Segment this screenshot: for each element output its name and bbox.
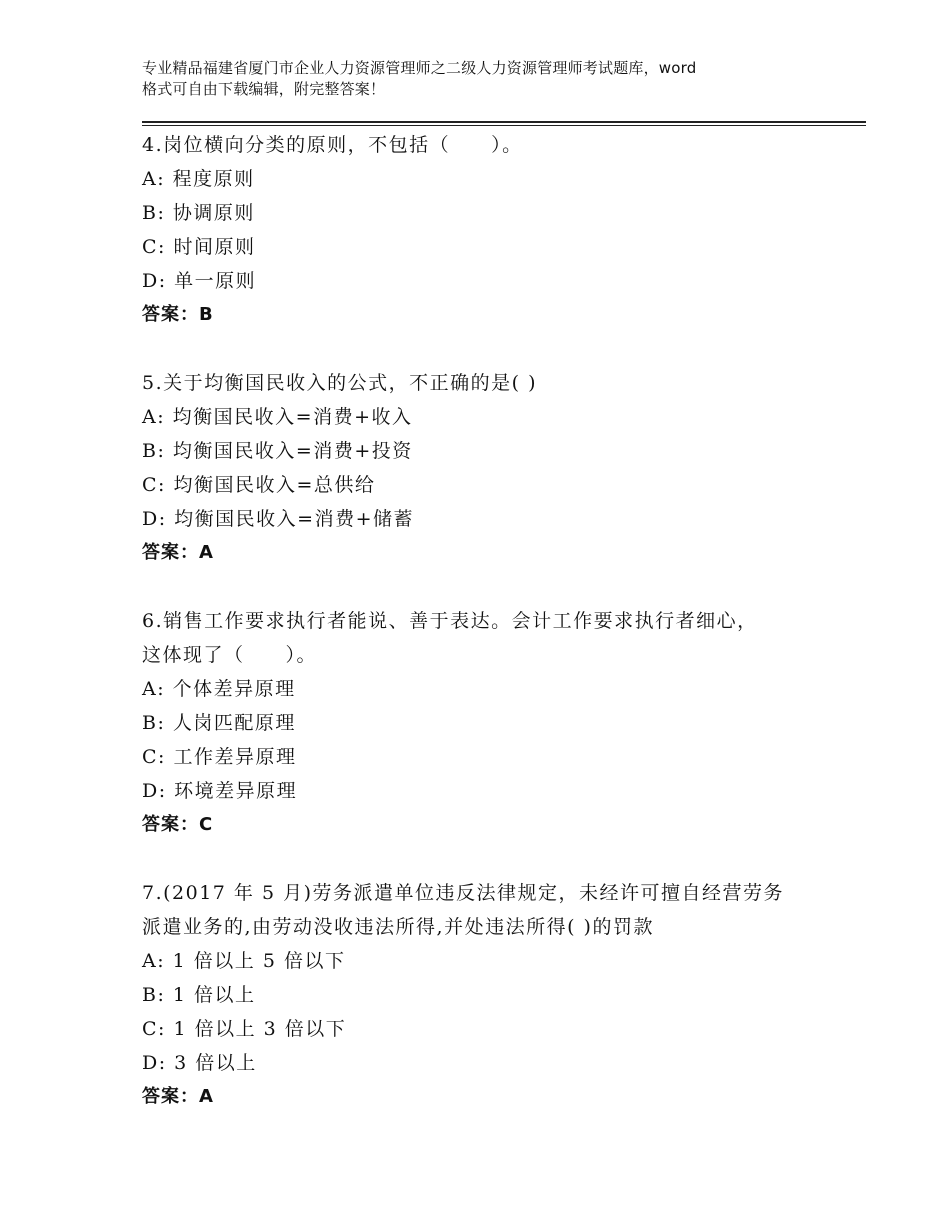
question-list [142,128,862,1148]
question-stem-line-1: 7.(2017 年 5 月)劳务派遣单位违反法律规定，未经许可擅自经营劳务 [142,882,785,904]
option-a: A: 个体差异原理 [142,678,296,700]
option-d: D: 环境差异原理 [142,780,298,802]
option-d: D: 单一原则 [142,270,257,292]
header-divider-top [142,121,866,123]
question-7 [142,876,862,1114]
option-b: B: 人岗匹配原理 [142,712,296,734]
question-6 [142,604,862,842]
answer: 答案：A [142,1086,214,1107]
option-a: A: 程度原则 [142,168,255,190]
question-stem: 4.岗位横向分类的原则，不包括（ ）。 [142,134,523,156]
answer: 答案：C [142,814,214,835]
option-a: A: 1 倍以上 5 倍以下 [142,950,346,972]
option-b: B: 协调原则 [142,202,255,224]
question-4 [142,128,862,332]
header-line-1: 专业精品福建省厦门市企业人力资源管理师之二级人力资源管理师考试题库，word [142,59,697,77]
option-a: A: 均衡国民收入=消费+收入 [142,406,413,428]
answer: 答案：A [142,542,214,563]
option-c: C: 1 倍以上 3 倍以下 [142,1018,347,1040]
document-header [142,58,822,100]
option-c: C: 工作差异原理 [142,746,297,768]
option-b: B: 1 倍以上 [142,984,256,1006]
header-divider-bottom [142,125,866,126]
question-stem-line-2: 派遣业务的,由劳动没收违法所得,并处违法所得( )的罚款 [142,916,654,938]
answer: 答案：B [142,304,214,325]
option-d: D: 3 倍以上 [142,1052,257,1074]
question-stem: 5.关于均衡国民收入的公式，不正确的是( ) [142,372,537,394]
header-line-2: 格式可自由下载编辑，附完整答案！ [142,80,386,98]
option-b: B: 均衡国民收入=消费+投资 [142,440,413,462]
question-stem-line-2: 这体现了（ ）。 [142,644,318,666]
question-5 [142,366,862,570]
option-d: D: 均衡国民收入=消费+储蓄 [142,508,415,530]
option-c: C: 时间原则 [142,236,256,258]
option-c: C: 均衡国民收入=总供给 [142,474,376,496]
question-stem-line-1: 6.销售工作要求执行者能说、善于表达。会计工作要求执行者细心， [142,610,758,632]
